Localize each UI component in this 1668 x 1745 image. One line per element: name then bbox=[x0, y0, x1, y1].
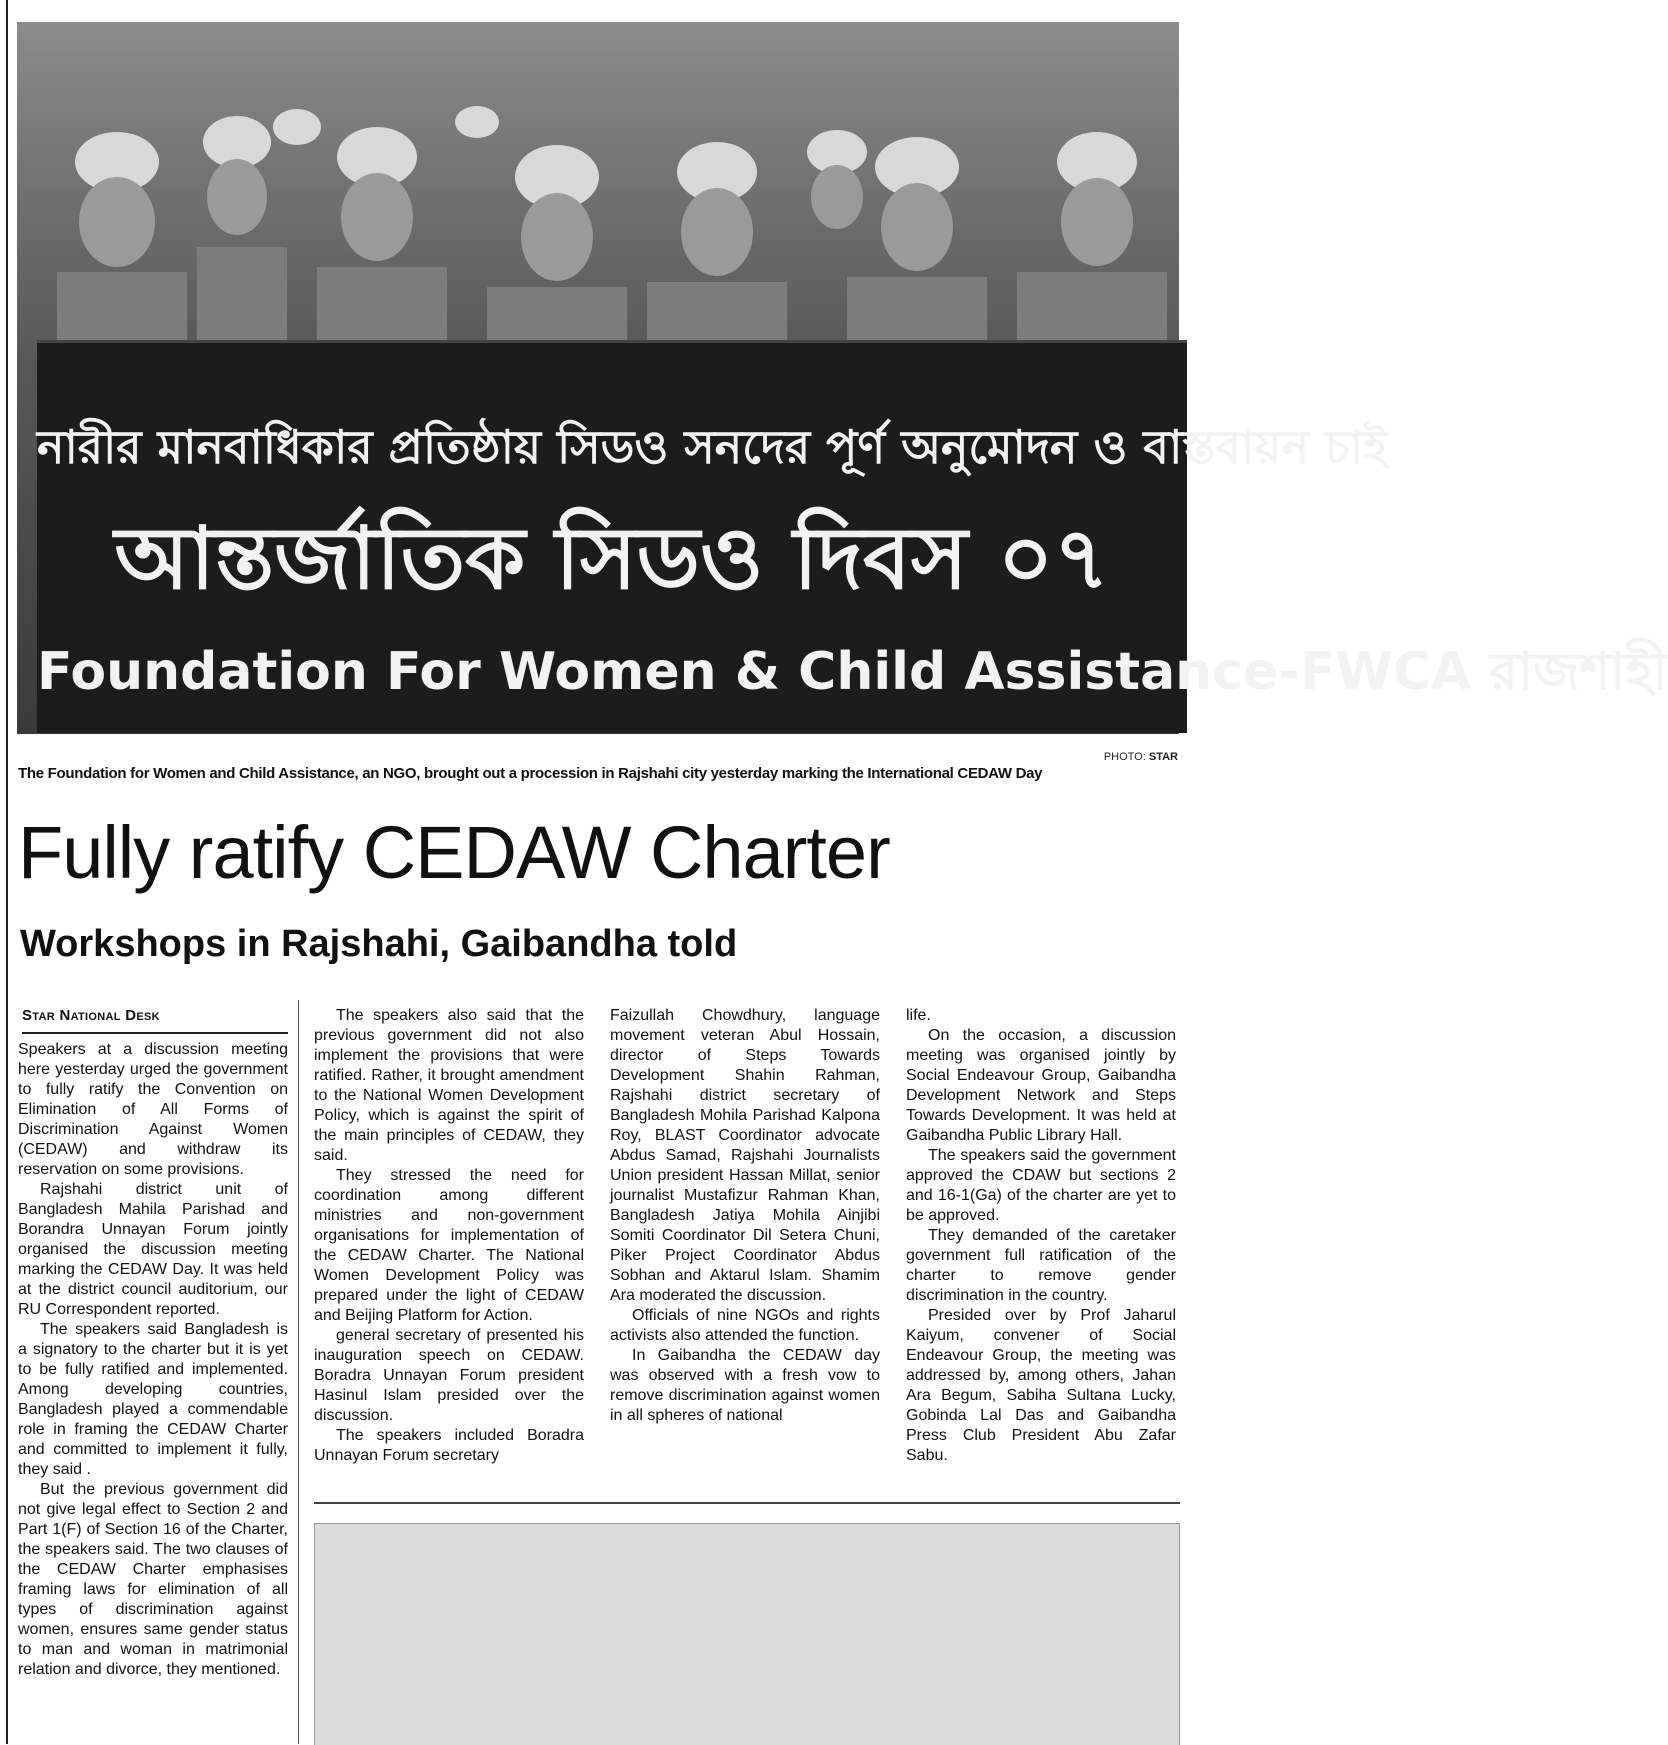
banner-line-organisation: Foundation For Women & Child Assistance-FWCA রাজশাহী bbox=[37, 642, 1668, 702]
paragraph: Rajshahi district unit of Bangladesh Mahila Parishad and Borandra Unnayan Forum jointly organised the discussion meeting marking the CEDAW Day. It was held at the district council auditorium, our RU Correspondent reported. bbox=[18, 1181, 288, 1318]
paragraph: In Gaibandha the CEDAW day was observed with a fresh vow to remove discrimination against women in all spheres of national bbox=[610, 1347, 880, 1424]
paragraph: The speakers included Boradra Unnayan Forum secretary bbox=[314, 1427, 584, 1464]
photo-credit bbox=[1104, 751, 1178, 763]
article-subhead: Workshops in Rajshahi, Gaibandha told bbox=[20, 923, 738, 965]
article-headline: Fully ratify CEDAW Charter bbox=[18, 811, 890, 894]
paragraph: general secretary of presented his inauguration speech on CEDAW. Boradra Unnayan Forum president Hasinul Islam presided over the discussion. bbox=[314, 1327, 584, 1424]
paragraph: They stressed the need for coordination among different ministries and non-government organisations for implementation of the CEDAW Charter. The National Women Development Policy was prepared under the light of CEDAW and Beijing Platform for Action. bbox=[314, 1167, 584, 1324]
paragraph: The speakers said the government approved the CDAW but sections 2 and 16-1(Ga) of the charter are yet to be approved. bbox=[906, 1147, 1176, 1224]
byline: Star National Desk bbox=[22, 1006, 288, 1034]
paragraph: But the previous government did not give legal effect to Section 2 and Part 1(F) of Section 16 of the Charter, the speakers said. The two clauses of the CEDAW Charter emphasises framing laws for elimination of all types of discrimination against women, ensures same gender status to man and woman in matrimonial relation and divorce, they mentioned. bbox=[18, 1481, 288, 1678]
procession-photo bbox=[17, 22, 1668, 734]
paragraph: The speakers said Bangladesh is a signatory to the charter but it is yet to be fully ratified and implemented. Among developing countries, Bangladesh played a commendable role in framing the CEDAW Charter and committed to implement it fully, they said . bbox=[18, 1321, 288, 1478]
paragraph: life. bbox=[906, 1007, 931, 1024]
article-column-1 bbox=[18, 1006, 288, 1680]
article-column-2 bbox=[314, 1006, 584, 1466]
article-column-3 bbox=[610, 1006, 880, 1426]
advertisement-placeholder bbox=[314, 1523, 1180, 1745]
page-left-rule bbox=[6, 0, 8, 1744]
paragraph: Faizullah Chowdhury, language movement veteran Abul Hossain, director of Steps Towards Development Shahin Rahman, Rajshahi district secretary of Bangladesh Mohila Parishad Kalpona Roy, BLAST Coordinator advocate Abdus Samad, Rajshahi Journalists Union president Hassan Millat, senior journalist Mustafizur Rahman Khan, Bangladesh Jatiya Mohila Ainjibi Somiti Coordinator Dil Setera Chuni, Piker Project Coordinator Abdus Sobhan and Aktarul Islam. Shamim Ara moderated the discussion. bbox=[610, 1007, 880, 1304]
paragraph: The speakers also said that the previous government did not also implement the provisions that were ratified. Rather, it brought amendment to the National Women Development Policy, which is against the spirit of the main principles of CEDAW, they said. bbox=[314, 1007, 584, 1164]
paragraph: Presided over by Prof Jaharul Kaiyum, convener of Social Endeavour Group, the meeting was addressed by, among others, Jahan Ara Begum, Sabiha Sultana Lucky, Gobinda Lal Das and Gaibandha Press Club President Abu Zafar Sabu. bbox=[906, 1307, 1176, 1464]
banner-line-bangla-title: আন্তর্জাতিক সিডও দিবস ০৭ bbox=[114, 509, 1110, 609]
paragraph: They demanded of the caretaker government full ratification of the charter to remove gender discrimination in the country. bbox=[906, 1227, 1176, 1304]
banner-line-bangla-demand: নারীর মানবাধিকার প্রতিষ্ঠায় সিডও সনদের পূর্ণ অনুমোদন ও বাস্তবায়ন চাই bbox=[37, 420, 1388, 474]
ad-separator-rule bbox=[314, 1502, 1180, 1504]
crowd-silhouette bbox=[17, 82, 1179, 362]
article-column-4 bbox=[906, 1006, 1176, 1466]
photo-credit-label: PHOTO: bbox=[1103, 751, 1146, 763]
protest-banner bbox=[37, 340, 1668, 733]
column-divider bbox=[298, 1000, 299, 1744]
photo-caption: The Foundation for Women and Child Assistance, an NGO, brought out a procession in Rajshahi city yesterday marking the International CEDAW Day bbox=[18, 765, 1043, 782]
paragraph: On the occasion, a discussion meeting was organised jointly by Social Endeavour Group, Gaibandha Development Network and Steps Towards Development. It was held at Gaibandha Public Library Hall. bbox=[906, 1027, 1176, 1144]
photo-credit-source: STAR bbox=[1148, 751, 1178, 763]
paragraph: Officials of nine NGOs and rights activists also attended the function. bbox=[610, 1307, 880, 1344]
paragraph: Speakers at a discussion meeting here yesterday urged the government to fully ratify the Convention on Elimination of All Forms of Discrimination Against Women (CEDAW) and withdraw its reservation on some provisions. bbox=[18, 1041, 288, 1178]
